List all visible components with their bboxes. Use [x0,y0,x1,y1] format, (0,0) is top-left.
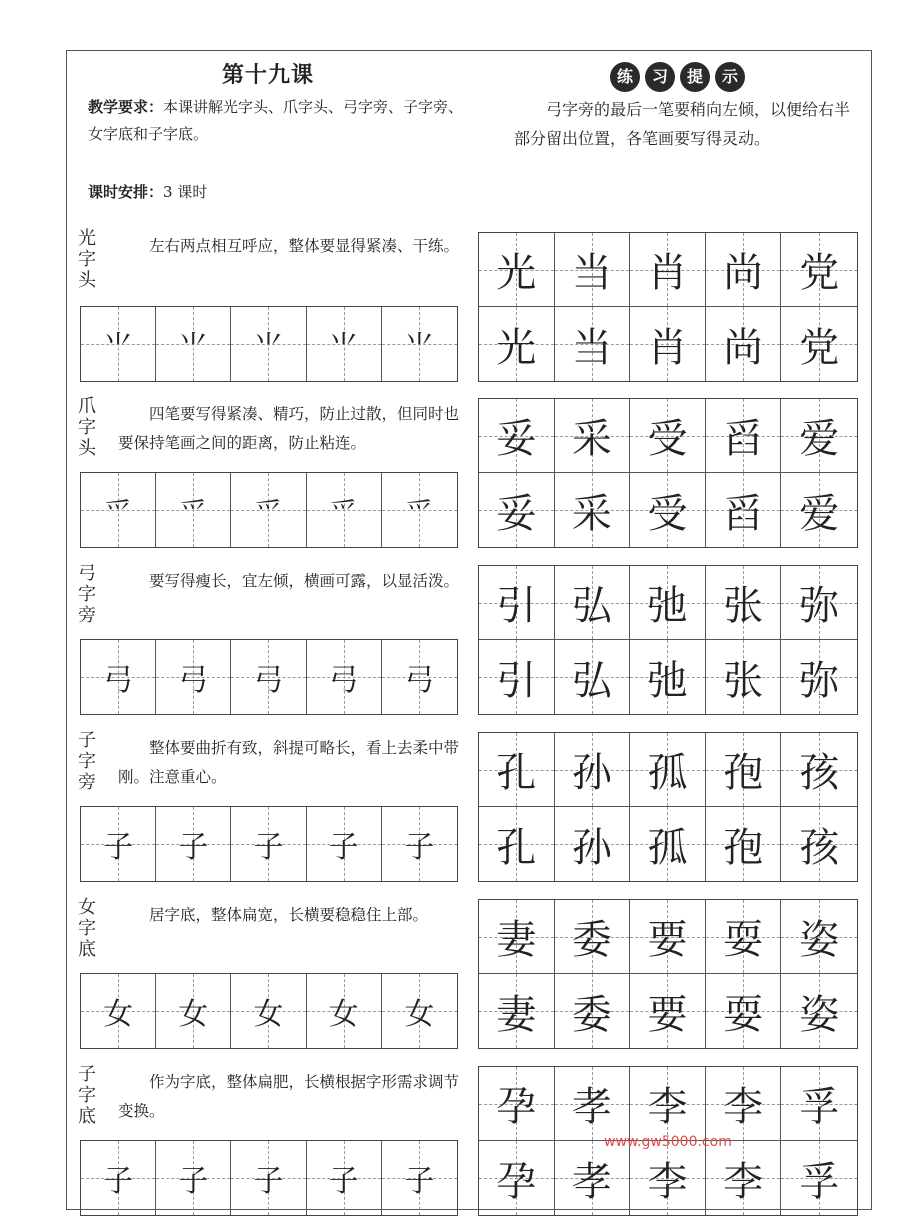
section-label: 女字底 [78,897,96,960]
character-grid-nv [478,899,858,1049]
char-cell: 爱 [781,473,857,547]
char-cell: 孕 [479,1141,555,1215]
char-cell: 爱 [781,399,857,473]
char-cell: 孔 [479,807,555,881]
char-cell: 当 [555,233,631,307]
section-label: 爪字头 [78,396,96,459]
practice-cell: 爫 [231,473,306,547]
char-cell: 李 [630,1067,706,1141]
char-cell: 舀 [706,399,782,473]
char-cell: 张 [706,566,782,640]
char-cell: 孙 [555,733,631,807]
tips-text: 弓字旁的最后一笔要稍向左倾，以便给右半部分留出位置，各笔画要写得灵动。 [514,100,851,148]
watermark-url: www.gw5000.com [604,1134,732,1150]
practice-cell: 女 [231,974,306,1048]
practice-cell: 爫 [156,473,231,547]
practice-cell: 子 [81,807,156,881]
practice-cell: 子 [231,1141,306,1215]
char-cell: 李 [706,1067,782,1141]
component-practice-row [80,806,458,882]
char-cell: 弛 [630,640,706,714]
tips-title-char: 习 [645,62,675,92]
char-cell: 耍 [706,974,782,1048]
char-cell: 受 [630,473,706,547]
practice-cell: 弓 [81,640,156,714]
char-cell: 弘 [555,566,631,640]
practice-cell: 女 [382,974,457,1048]
char-cell: 引 [479,640,555,714]
section-label: 子字旁 [78,730,96,793]
char-cell: 李 [706,1141,782,1215]
practice-cell: ⺌ [81,307,156,381]
section-description: 居字底，整体扁宽，长横要稳稳住上部。 [149,906,429,924]
character-grid-zi [478,732,858,882]
char-cell: 妻 [479,900,555,974]
component-practice-row [80,306,458,382]
char-cell: 光 [479,233,555,307]
schedule-text: 3 课时 [163,183,208,201]
char-cell: 要 [630,900,706,974]
character-grid-guang [478,232,858,382]
char-cell: 委 [555,974,631,1048]
practice-cell: 女 [307,974,382,1048]
requirements-label: 教学要求： [88,98,164,116]
char-cell: 孙 [555,807,631,881]
character-grid-zhua [478,398,858,548]
tips-title-char: 练 [610,62,640,92]
char-cell: 姿 [781,900,857,974]
teaching-requirements [88,94,468,148]
lesson-title: 第十九课 [222,62,315,88]
char-cell: 要 [630,974,706,1048]
char-cell: 肖 [630,233,706,307]
section-label: 光字头 [78,228,96,291]
practice-cell: 弓 [307,640,382,714]
practice-cell: ⺌ [307,307,382,381]
component-practice-row [80,639,458,715]
section-label: 弓字旁 [78,563,96,626]
char-cell: 光 [479,307,555,381]
char-cell: 孚 [781,1067,857,1141]
practice-cell: 子 [81,1141,156,1215]
char-cell: 委 [555,900,631,974]
practice-cell: 女 [156,974,231,1048]
practice-cell: 子 [307,807,382,881]
requirements-text: 本课讲解光字头、爪字头、弓字旁、子字旁、女字底和子字底。 [88,98,464,143]
practice-cell: 子 [382,807,457,881]
char-cell: 弘 [555,640,631,714]
char-cell: 孕 [479,1067,555,1141]
char-cell: 弛 [630,566,706,640]
char-cell: 孔 [479,733,555,807]
tips-title-char: 示 [715,62,745,92]
char-cell: 妥 [479,399,555,473]
char-cell: 舀 [706,473,782,547]
char-cell: 孢 [706,733,782,807]
practice-cell: 弓 [382,640,457,714]
char-cell: 采 [555,399,631,473]
tips-title-char: 提 [680,62,710,92]
char-cell: 孚 [781,1141,857,1215]
char-cell: 弥 [781,566,857,640]
section-description: 要写得瘦长，宜左倾，横画可露，以显活泼。 [149,572,460,590]
char-cell: 孝 [555,1067,631,1141]
section-label: 子字底 [78,1064,96,1127]
practice-cell: 子 [382,1141,457,1215]
practice-cell: 子 [307,1141,382,1215]
practice-cell: ⺌ [231,307,306,381]
character-grid-gong [478,565,858,715]
char-cell: 采 [555,473,631,547]
class-schedule [88,181,207,202]
practice-cell: 子 [231,807,306,881]
practice-cell: 爫 [382,473,457,547]
char-cell: 孩 [781,807,857,881]
practice-cell: 弓 [231,640,306,714]
char-cell: 肖 [630,307,706,381]
char-cell: 党 [781,307,857,381]
char-cell: 李 [630,1141,706,1215]
tips-title [610,62,745,92]
schedule-label: 课时安排： [88,183,164,201]
char-cell: 孝 [555,1141,631,1215]
component-practice-row [80,1140,458,1216]
char-cell: 受 [630,399,706,473]
practice-cell: ⺌ [156,307,231,381]
char-cell: 孤 [630,733,706,807]
char-cell: 张 [706,640,782,714]
component-practice-row [80,973,458,1049]
char-cell: 孢 [706,807,782,881]
section-description: 作为字底，整体扁肥，长横根据字形需求调节变换。 [118,1073,460,1120]
char-cell: 引 [479,566,555,640]
char-cell: 孩 [781,733,857,807]
practice-cell: 子 [156,807,231,881]
char-cell: 弥 [781,640,857,714]
component-practice-row [80,472,458,548]
char-cell: 当 [555,307,631,381]
char-cell: 党 [781,233,857,307]
practice-cell: 女 [81,974,156,1048]
char-cell: 妻 [479,974,555,1048]
char-cell: 妥 [479,473,555,547]
practice-cell: 爫 [307,473,382,547]
char-cell: 孤 [630,807,706,881]
char-cell: 尚 [706,233,782,307]
section-description: 左右两点相互呼应，整体要显得紧凑、干练。 [149,237,460,255]
practice-cell: 弓 [156,640,231,714]
section-description: 四笔要写得紧凑、精巧，防止过散，但同时也要保持笔画之间的距离，防止粘连。 [118,405,460,452]
practice-cell: 子 [156,1141,231,1215]
practice-cell: ⺌ [382,307,457,381]
practice-cell: 爫 [81,473,156,547]
char-cell: 尚 [706,307,782,381]
char-cell: 耍 [706,900,782,974]
char-cell: 姿 [781,974,857,1048]
section-description: 整体要曲折有致，斜提可略长，看上去柔中带刚。注意重心。 [118,739,460,786]
